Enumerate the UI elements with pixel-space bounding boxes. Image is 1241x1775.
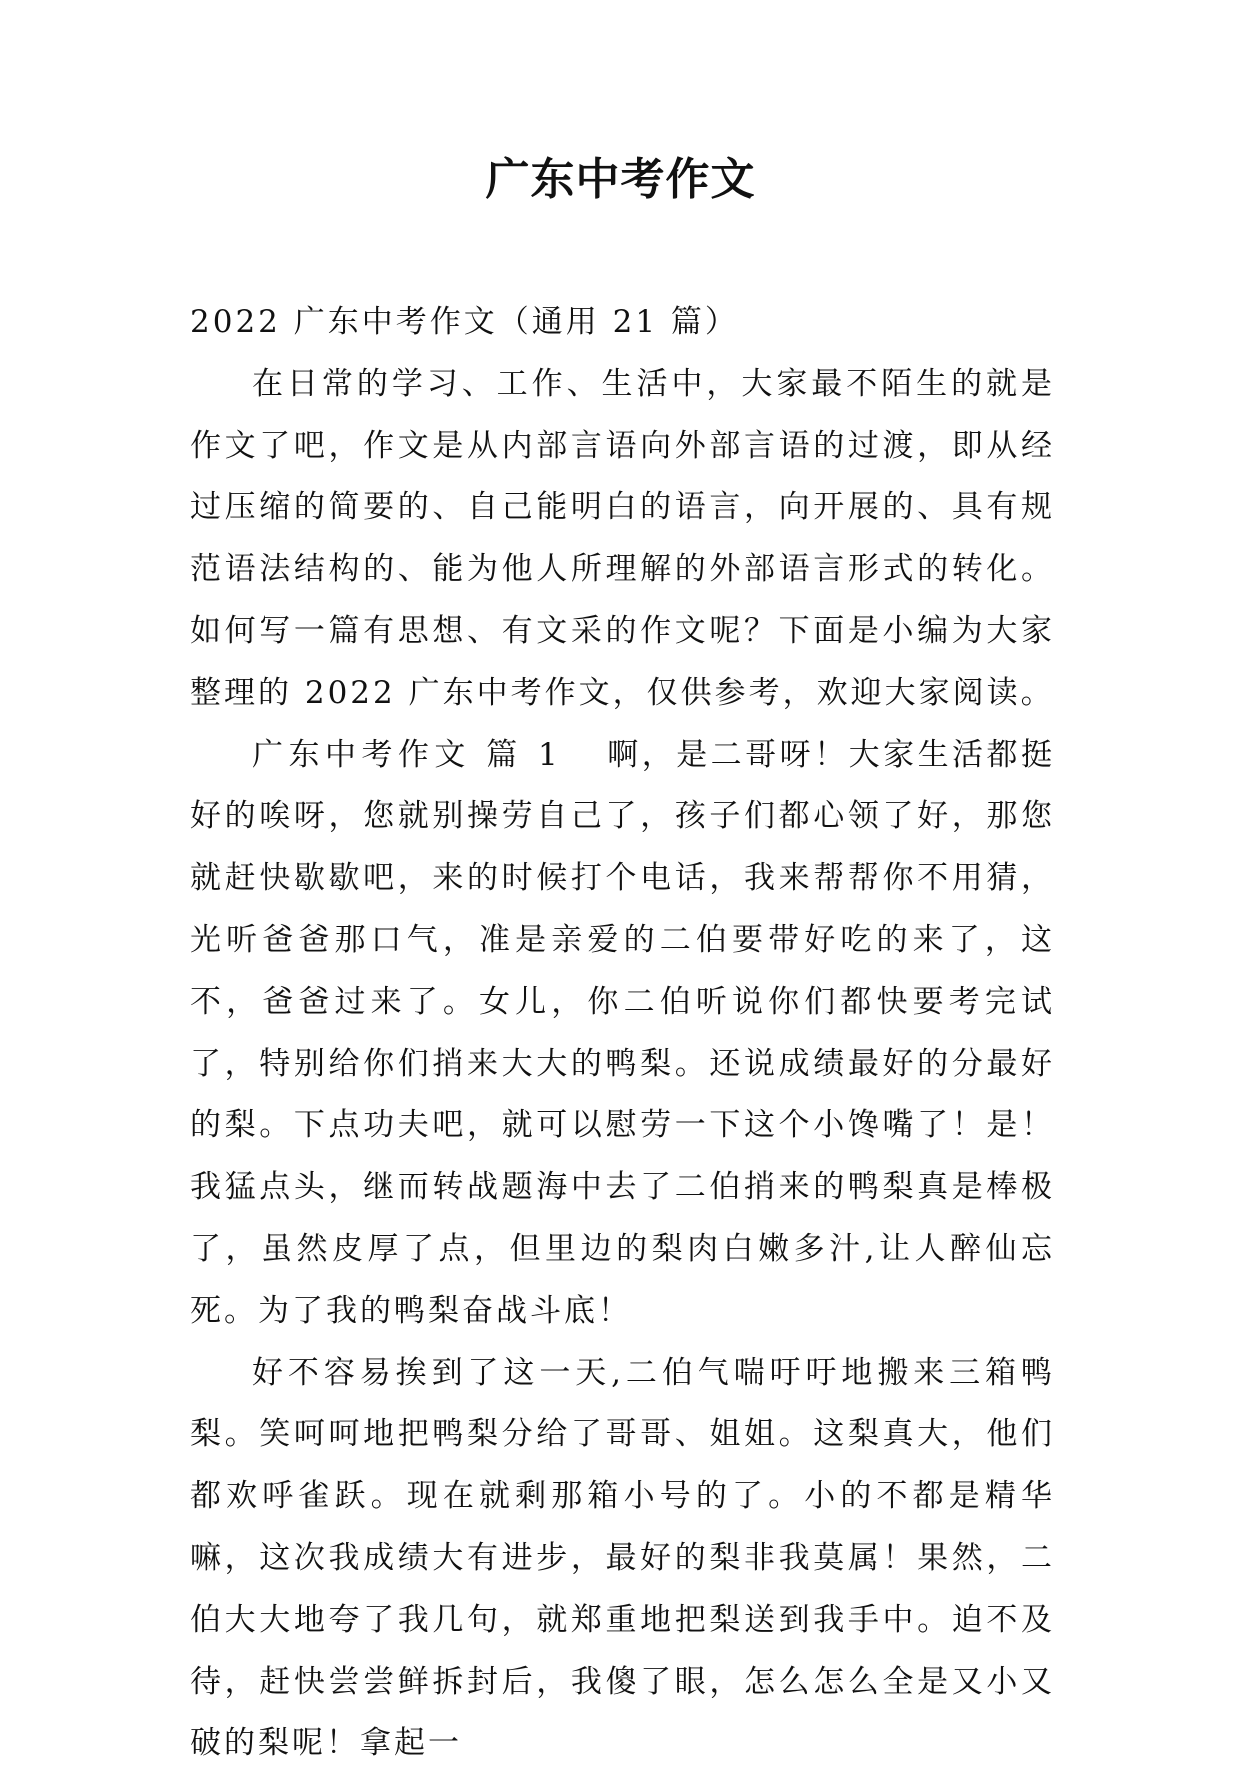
- document-title: 广东中考作文: [485, 154, 756, 205]
- section-1-label: 广东中考作文 篇 1: [252, 736, 563, 773]
- intro-paragraph: 在日常的学习、工作、生活中，大家最不陌生的就是作文了吧，作文是从内部言语向外部言语的过渡，即从经过压缩的简要的、自己能明白的语言，向开展的、具有规范语法结构的、能为他人所理解的外部语言形式的转化。如何写一篇有思想、有文采的作文呢？下面是小编为大家整理的 2022 广东中考作文，仅供参考，欢迎大家阅读。: [190, 365, 1055, 711]
- section-1-paragraph: [190, 725, 1055, 1343]
- story-paragraph: 好不容易挨到了这一天,二伯气喘吁吁地搬来三箱鸭梨。笑呵呵地把鸭梨分给了哥哥、姐姐。这梨真大，他们都欢呼雀跃。现在就剩那箱小号的了。小的不都是精华嘛，这次我成绩大有进步，最好的梨非我莫属！果然，二伯大大地夸了我几句，就郑重地把梨送到我手中。迫不及待，赶快尝尝鲜拆封后，我傻了眼，怎么怎么全是又小又破的梨呢！拿起一: [190, 1354, 1055, 1762]
- document-subtitle: 2022 广东中考作文（通用 21 篇）: [190, 304, 739, 340]
- section-1-text: 啊，是二哥呀！大家生活都挺好的唉呀，您就别操劳自己了，孩子们都心领了好，那您就赶快歇歇吧，来的时候打个电话，我来帮帮你不用猜，光听爸爸那口气，准是亲爱的二伯要带好吃的来了，这不，爸爸过来了。女儿，你二伯听说你们都快要考完试了，特别给你们捎来大大的鸭梨。还说成绩最好的分最好的梨。下点功夫吧，就可以慰劳一下这个小馋嘴了！是！我猛点头，继而转战题海中去了二伯捎来的鸭梨真是棒极了，虽然皮厚了点，但里边的梨肉白嫩多汁,让人醉仙忘死。为了我的鸭梨奋战斗底！: [190, 736, 1056, 1329]
- document-body: [190, 292, 1055, 1775]
